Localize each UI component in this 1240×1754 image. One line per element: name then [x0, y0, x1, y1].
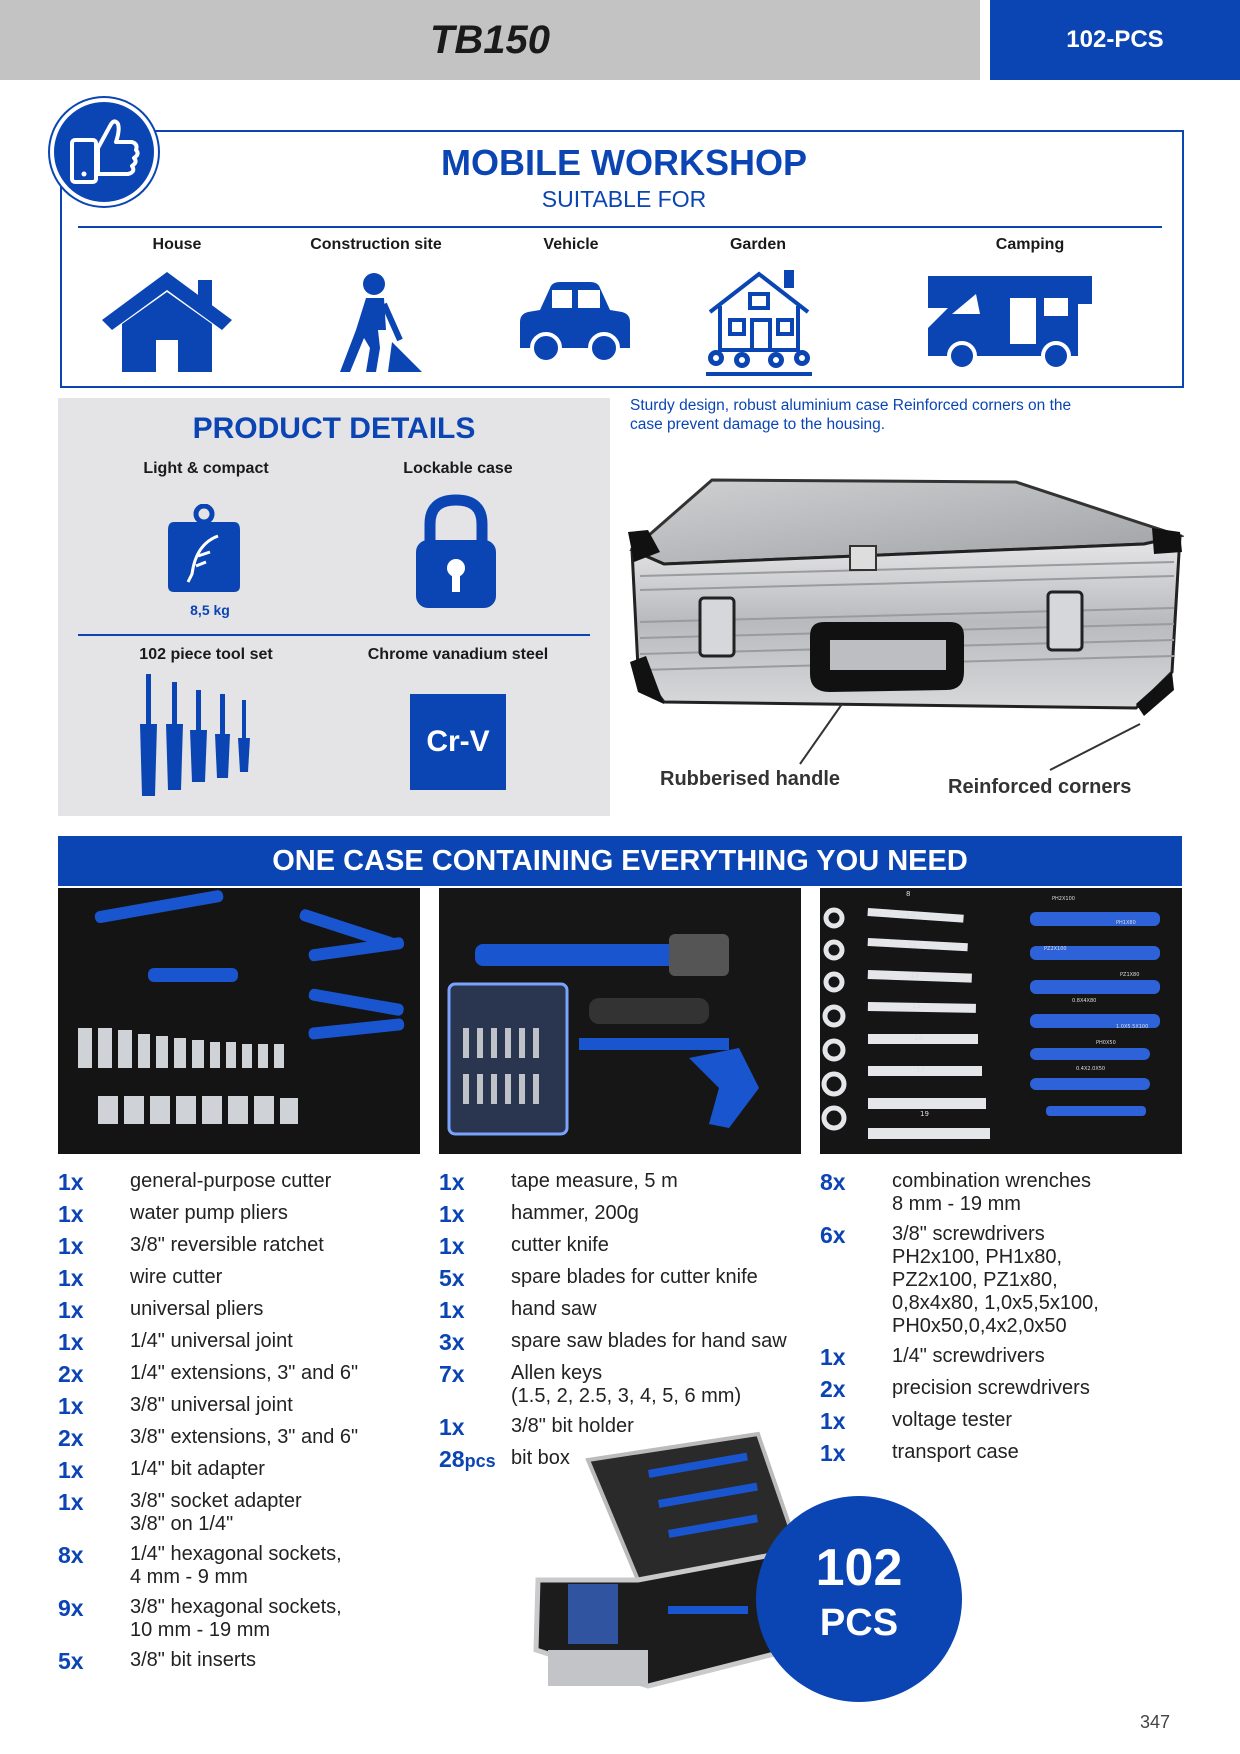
item-description: water pump pliers [130, 1202, 288, 1224]
bit-label: PZ2X100 [1044, 946, 1067, 952]
content-item [820, 1223, 1200, 1338]
content-item [439, 1362, 819, 1408]
item-description: general-purpose cutter [130, 1170, 332, 1192]
wrench-size-label: 17 [916, 1066, 925, 1074]
corners-label: Reinforced corners [948, 776, 1132, 798]
content-item [58, 1543, 438, 1589]
product-details-title: PRODUCT DETAILS [192, 412, 476, 445]
item-quantity: 1x [58, 1489, 84, 1515]
item-quantity: 1x [58, 1265, 84, 1291]
content-item [58, 1234, 438, 1259]
item-quantity: 8x [820, 1169, 846, 1195]
wrench-size-label: 13 [912, 1002, 921, 1010]
padlock-icon [414, 494, 498, 610]
item-quantity: 2x [58, 1425, 84, 1451]
model-title: TB150 [429, 18, 551, 62]
content-item [820, 1170, 1200, 1216]
bit-label: 1.0X5.5X100 [1116, 1024, 1149, 1030]
divider [78, 634, 590, 636]
content-item [58, 1298, 438, 1323]
workshop-subtitle: SUITABLE FOR [541, 186, 707, 212]
item-quantity: 8x [58, 1542, 84, 1568]
use-label-house: House [152, 236, 202, 253]
use-label-construction: Construction site [310, 236, 442, 253]
content-item [58, 1490, 438, 1536]
item-quantity: 1x [58, 1329, 84, 1355]
content-item [58, 1649, 438, 1674]
tool-set-label: 102 piece tool set [139, 646, 273, 663]
wrench-size-label: 19 [920, 1110, 929, 1118]
item-description: precision screwdrivers [892, 1377, 1090, 1399]
item-quantity: 1x [58, 1233, 84, 1259]
item-description: bit box [511, 1447, 570, 1469]
content-item [58, 1170, 438, 1195]
bit-label: PH0X50 [1096, 1040, 1116, 1046]
weight-icon [166, 504, 242, 594]
item-description: 1/4" bit adapter [130, 1458, 265, 1480]
content-item [820, 1409, 1200, 1434]
item-description: spare saw blades for hand saw [511, 1330, 787, 1352]
content-item [439, 1266, 819, 1291]
item-quantity: 3x [439, 1329, 465, 1355]
bit-label: PZ1X80 [1120, 972, 1140, 978]
crv-badge: Cr-V [410, 694, 506, 790]
contents-banner: ONE CASE CONTAINING EVERYTHING YOU NEED [58, 836, 1182, 886]
item-description: wire cutter [130, 1266, 223, 1288]
divider [78, 226, 1162, 228]
wrench-size-label: 12 [910, 972, 919, 980]
screwdrivers-icon [140, 672, 256, 798]
item-quantity: 1x [58, 1201, 84, 1227]
use-label-camping: Camping [995, 236, 1065, 253]
item-quantity: 1x [58, 1393, 84, 1419]
item-quantity: 28pcs [439, 1446, 496, 1472]
item-description: hammer, 200g [511, 1202, 639, 1224]
callout-lines [760, 700, 1160, 780]
item-quantity: 1x [820, 1408, 846, 1434]
item-quantity: 1x [439, 1297, 465, 1323]
weight-value: 8,5 kg [190, 602, 230, 618]
item-description: 3/8" bit holder [511, 1415, 634, 1437]
item-quantity: 1x [439, 1201, 465, 1227]
content-item [439, 1330, 819, 1355]
item-description: 1/4" hexagonal sockets, 4 mm - 9 mm [130, 1543, 342, 1588]
item-description: 1/4" universal joint [130, 1330, 293, 1352]
use-label-vehicle: Vehicle [543, 236, 599, 253]
bit-label: PH1X80 [1116, 920, 1136, 926]
item-description: 1/4" extensions, 3" and 6" [130, 1362, 359, 1384]
item-quantity: 1x [58, 1457, 84, 1483]
content-item [58, 1596, 438, 1642]
content-item [439, 1170, 819, 1195]
item-description: combination wrenches 8 mm - 19 mm [892, 1170, 1091, 1215]
contents-column-3 [820, 1170, 1200, 1473]
contents-column-1 [58, 1170, 438, 1681]
content-item [439, 1298, 819, 1323]
content-item [58, 1330, 438, 1355]
bit-label: PH2X100 [1052, 896, 1075, 902]
item-description: 3/8" hexagonal sockets, 10 mm - 19 mm [130, 1596, 342, 1641]
content-item [58, 1266, 438, 1291]
item-description: hand saw [511, 1298, 597, 1320]
item-quantity: 1x [439, 1233, 465, 1259]
content-item [820, 1441, 1200, 1466]
item-description: 3/8" socket adapter 3/8" on 1/4" [130, 1490, 302, 1535]
content-item [820, 1345, 1200, 1370]
item-description: 3/8" reversible ratchet [130, 1234, 324, 1256]
item-quantity: 9x [58, 1595, 84, 1621]
wrench-size-label: 10 [906, 912, 915, 920]
content-item [820, 1377, 1200, 1402]
thumbs-up-badge [50, 98, 158, 206]
use-label-garden: Garden [729, 236, 786, 253]
item-description: cutter knife [511, 1234, 609, 1256]
garden-house-icon [700, 268, 818, 380]
item-quantity: 2x [820, 1376, 846, 1402]
item-quantity: 1x [820, 1344, 846, 1370]
content-item [58, 1362, 438, 1387]
total-pieces-badge [756, 1496, 962, 1702]
construction-worker-icon [330, 268, 425, 376]
item-quantity: 7x [439, 1361, 465, 1387]
item-description: 3/8" bit inserts [130, 1649, 257, 1671]
workshop-title: MOBILE WORKSHOP [441, 142, 807, 183]
pcs-tag: 102-PCS [990, 0, 1240, 80]
light-compact-label: Light & compact [143, 460, 269, 477]
item-quantity: 5x [58, 1648, 84, 1674]
item-quantity: 6x [820, 1222, 846, 1248]
lockable-case-label: Lockable case [403, 460, 513, 477]
wrench-size-label: 14 [914, 1034, 923, 1042]
steel-label: Chrome vanadium steel [367, 646, 549, 663]
sockets-pliers-tray-photo [58, 888, 420, 1154]
item-quantity: 1x [439, 1169, 465, 1195]
content-item [58, 1394, 438, 1419]
item-unit: pcs [464, 1451, 496, 1471]
item-description: voltage tester [892, 1409, 1013, 1431]
item-quantity: 2x [58, 1361, 84, 1387]
bit-label: 0.4X2.0X50 [1076, 1066, 1106, 1072]
item-description: transport case [892, 1441, 1019, 1463]
item-description: 1/4" screwdrivers [892, 1345, 1045, 1367]
handle-label: Rubberised handle [660, 768, 841, 790]
item-description: tape measure, 5 m [511, 1170, 678, 1192]
item-quantity: 1x [58, 1169, 84, 1195]
wrenches-screwdrivers-tray-photo [820, 888, 1182, 1154]
house-icon [98, 268, 236, 374]
hammer-bitbox-tray-photo [439, 888, 801, 1154]
item-quantity: 5x [439, 1265, 465, 1291]
content-item [58, 1202, 438, 1227]
item-description: 3/8" extensions, 3" and 6" [130, 1426, 359, 1448]
content-item [439, 1234, 819, 1259]
case-description: Sturdy design, robust aluminium case Reinforced corners on the case prevent damage to the housing. [630, 397, 1072, 433]
item-quantity: 1x [58, 1297, 84, 1323]
content-item [58, 1426, 438, 1451]
page-number: 347 [1140, 1712, 1171, 1732]
thumbs-up-icon [54, 102, 154, 202]
content-item [58, 1458, 438, 1483]
total-unit: PCS [819, 1602, 899, 1644]
item-description: universal pliers [130, 1298, 264, 1320]
item-quantity: 1x [439, 1414, 465, 1440]
item-description: 3/8" universal joint [130, 1394, 293, 1416]
wrench-size-label: 8 [906, 890, 911, 898]
item-description: 3/8" screwdrivers PH2x100, PH1x80, PZ2x100, PZ1x80, 0,8x4x80, 1,0x5,5x100, PH0x50,0,4x2,0x50 [892, 1223, 1099, 1337]
total-number: 102 [815, 1539, 903, 1597]
car-icon [518, 268, 632, 372]
camper-van-icon [926, 268, 1098, 372]
item-description: spare blades for cutter knife [511, 1266, 758, 1288]
wrench-size-label: 11 [908, 942, 917, 950]
item-quantity: 1x [820, 1440, 846, 1466]
bit-label: 0.8X4X80 [1072, 998, 1097, 1004]
item-description: Allen keys (1.5, 2, 2.5, 3, 4, 5, 6 mm) [511, 1362, 742, 1407]
content-item [439, 1202, 819, 1227]
